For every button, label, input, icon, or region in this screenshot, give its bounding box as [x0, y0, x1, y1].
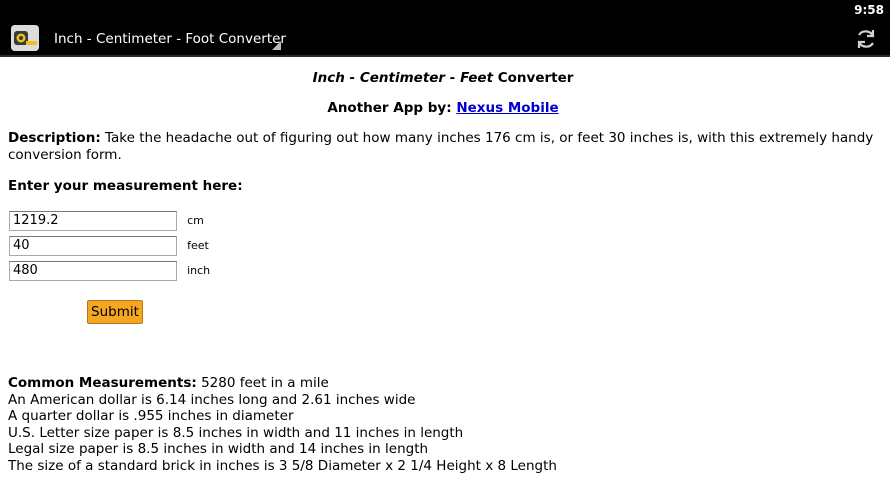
description	[8, 130, 888, 164]
cm-row	[9, 210, 204, 230]
dropdown-corner-icon	[272, 41, 281, 50]
feet-row	[9, 235, 209, 255]
common-first-text: 5280 feet in a mile	[196, 375, 329, 391]
common-first-line	[8, 375, 557, 392]
common-line: U.S. Letter size paper is 8.5 inches in width and 11 inches in length	[8, 424, 464, 441]
common-line: A quarter dollar is .955 inches in diameter	[8, 408, 294, 425]
common-line: The size of a standard brick in inches is 3 5/8 Diameter x 2 1/4 Height x 8 Length	[8, 457, 557, 474]
description-label: Description:	[8, 130, 101, 146]
submit-button[interactable]: Submit	[87, 300, 143, 324]
cm-unit-label: cm	[187, 214, 204, 227]
inch-input[interactable]	[9, 261, 177, 281]
common-label: Common Measurements:	[8, 375, 197, 391]
refresh-icon[interactable]	[854, 27, 878, 51]
another-app-line	[0, 100, 886, 116]
page-title	[0, 70, 886, 86]
common-line: Legal size paper is 8.5 inches in width and 14 inches in length	[8, 441, 429, 458]
feet-input[interactable]	[9, 236, 177, 256]
app-title[interactable]: Inch - Centimeter - Foot Converter	[54, 31, 286, 47]
action-bar	[0, 22, 890, 57]
page-title-italic: Inch - Centimeter - Feet	[312, 70, 494, 86]
description-text: Take the headache out of figuring out how many inches 176 cm is, or feet 30 inches is, with this extremely handy conversion form.	[8, 130, 874, 163]
tape-measure-icon[interactable]	[11, 25, 39, 51]
common-measurements	[8, 375, 557, 475]
feet-unit-label: feet	[187, 239, 209, 252]
cm-input[interactable]	[9, 211, 177, 231]
another-app-label: Another App by:	[327, 100, 457, 116]
page-title-rest: Converter	[493, 70, 574, 86]
inch-row	[9, 260, 210, 280]
enter-measurement-label: Enter your measurement here:	[8, 178, 243, 194]
status-clock: 9:58	[854, 3, 884, 17]
status-bar	[0, 0, 890, 22]
common-line: An American dollar is 6.14 inches long and 2.61 inches wide	[8, 391, 416, 408]
inch-unit-label: inch	[187, 264, 211, 277]
nexus-mobile-link[interactable]: Nexus Mobile	[456, 100, 559, 116]
